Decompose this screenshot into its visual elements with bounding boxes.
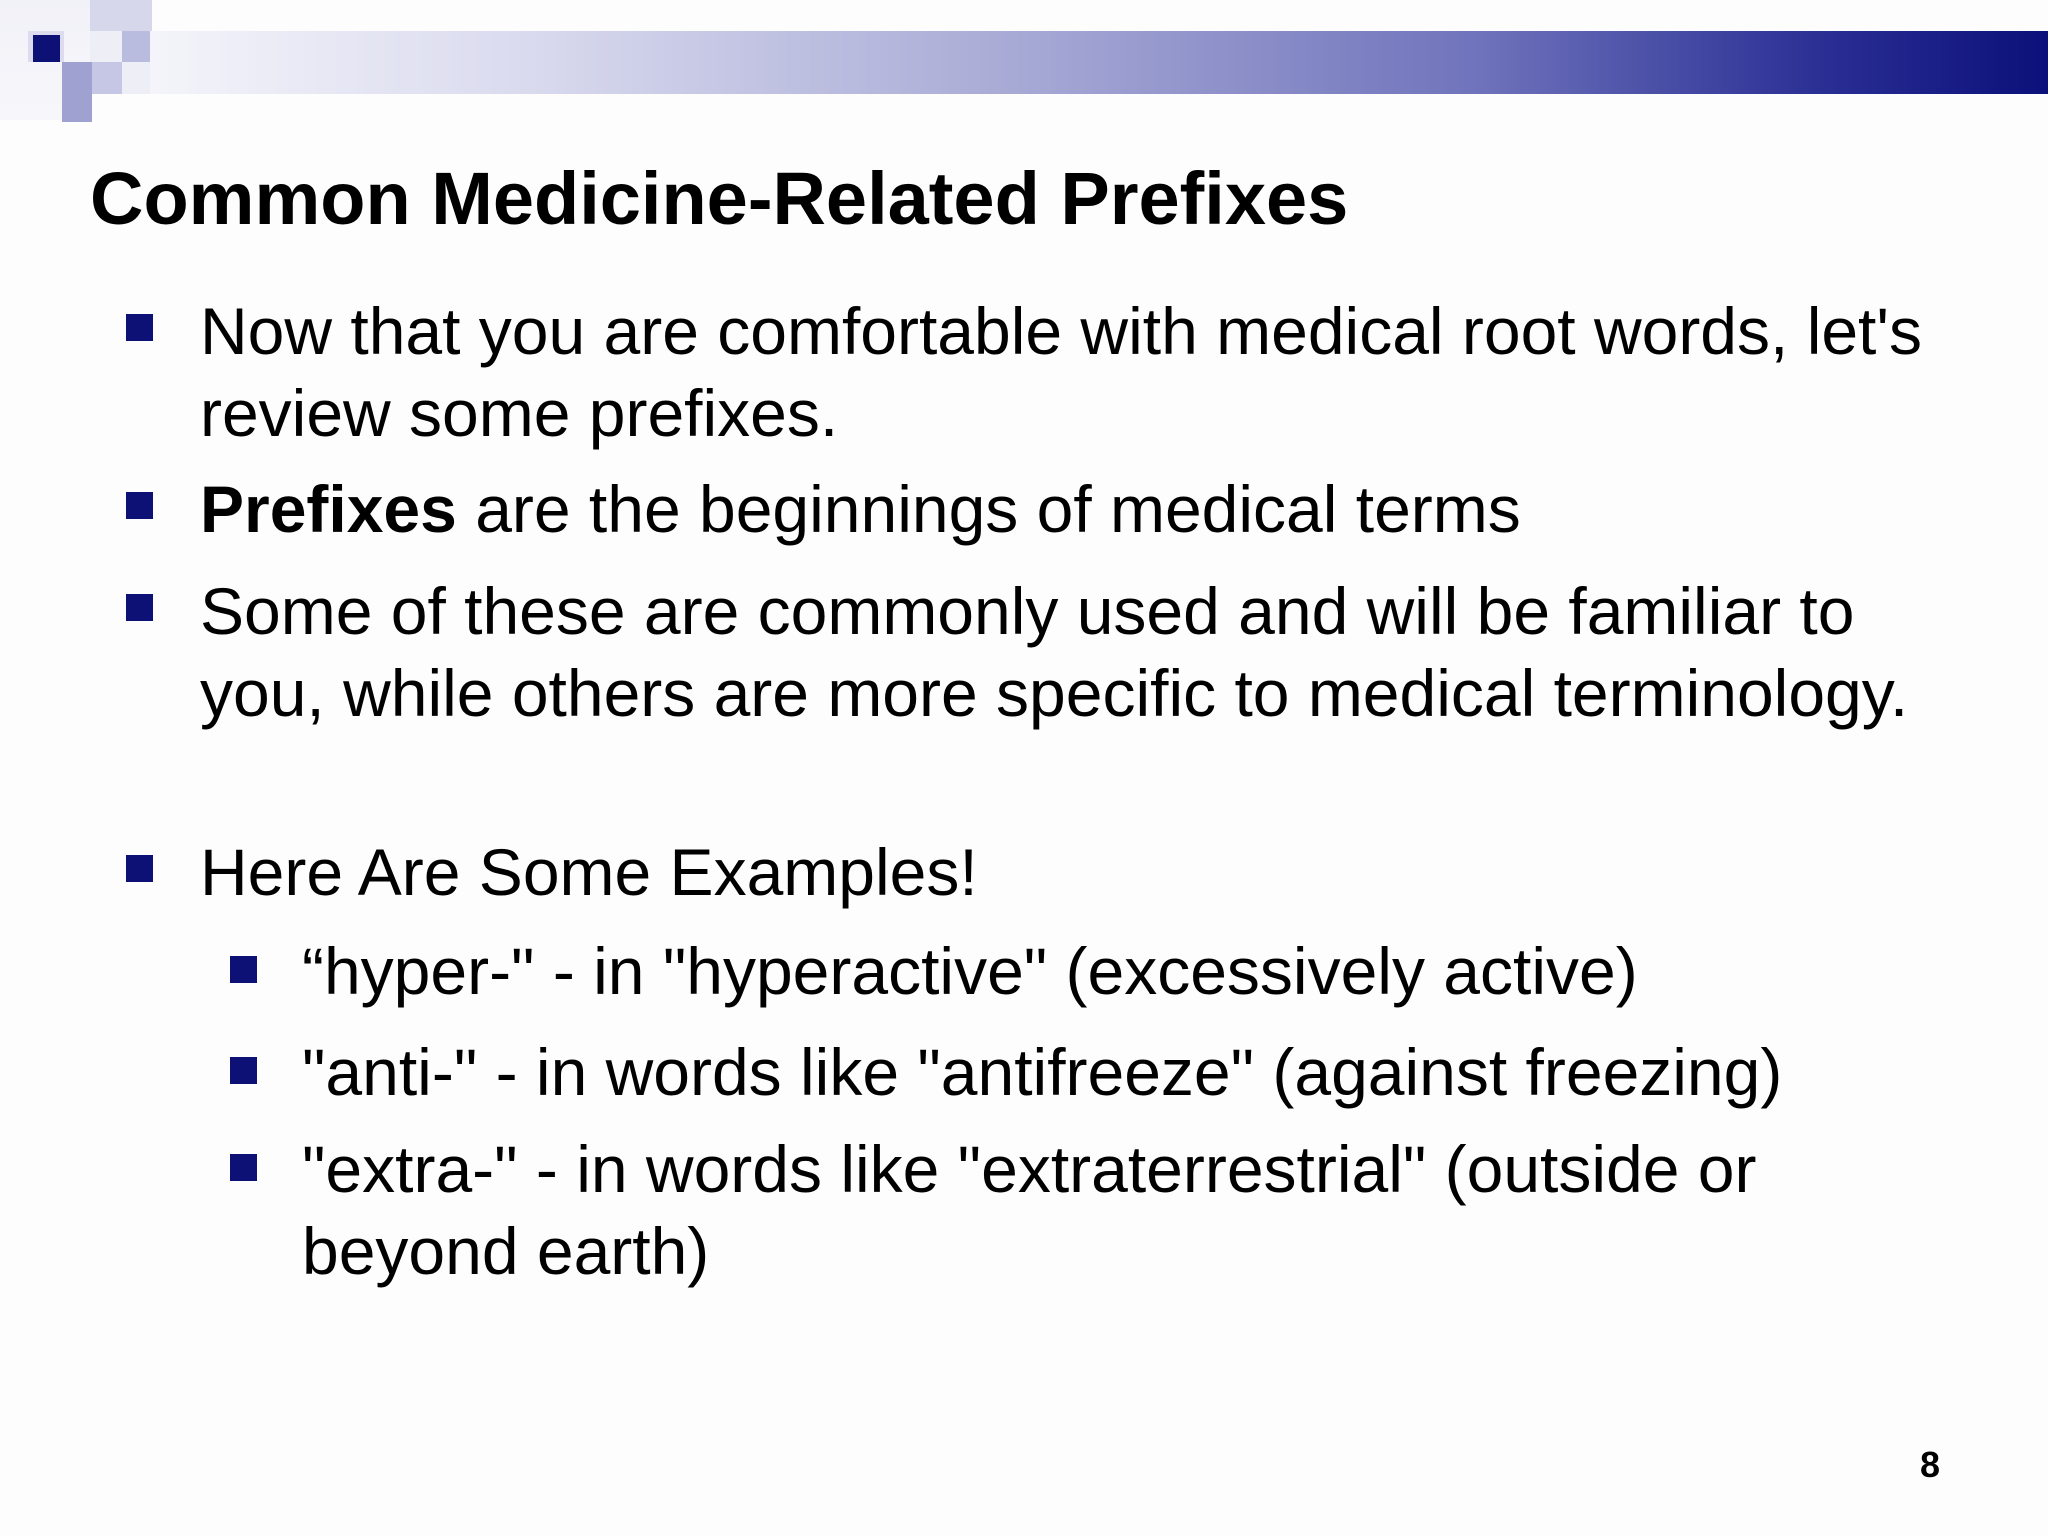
- square-bullet-icon: [230, 1057, 257, 1084]
- bullet-item: [200, 831, 1940, 913]
- corner-square: [62, 62, 92, 122]
- square-bullet-icon: [126, 594, 153, 621]
- sub-bullet-item: [302, 1031, 1922, 1113]
- sub-bullet-text: “hyper-" - in "hyperactive" (excessively active): [302, 934, 1638, 1008]
- slide-title: Common Medicine-Related Prefixes: [90, 157, 1349, 240]
- bullet-bold-term: Prefixes: [200, 472, 457, 546]
- bullet-text: Here Are Some Examples!: [200, 835, 978, 909]
- corner-navy-square: [33, 35, 60, 62]
- sub-bullet-text: "anti-" - in words like "antifreeze" (against freezing): [302, 1035, 1783, 1109]
- square-bullet-icon: [126, 492, 153, 519]
- bullet-item: [200, 570, 1940, 734]
- square-bullet-icon: [230, 1154, 257, 1181]
- square-bullet-icon: [126, 855, 153, 882]
- sub-bullet-item: [302, 930, 1922, 1012]
- square-bullet-icon: [126, 314, 153, 341]
- corner-square: [122, 31, 152, 62]
- bullet-item: [200, 468, 1940, 550]
- corner-square: [92, 62, 122, 94]
- bullet-text: are the beginnings of medical terms: [456, 472, 1521, 546]
- bullet-text: Some of these are commonly used and will be familiar to you, while others are more specific to medical terminology.: [200, 574, 1909, 730]
- sub-bullet-text: "extra-" - in words like "extraterrestrial" (outside or beyond earth): [302, 1132, 1757, 1288]
- page-number: 8: [1919, 1444, 1940, 1485]
- corner-square: [90, 0, 152, 31]
- square-bullet-icon: [230, 956, 257, 983]
- bullet-item: [200, 290, 1940, 454]
- bullet-text: Now that you are comfortable with medical root words, let's review some prefixes.: [200, 294, 1922, 450]
- sub-bullet-item: [302, 1128, 1922, 1292]
- header-gradient-band: [150, 31, 2048, 94]
